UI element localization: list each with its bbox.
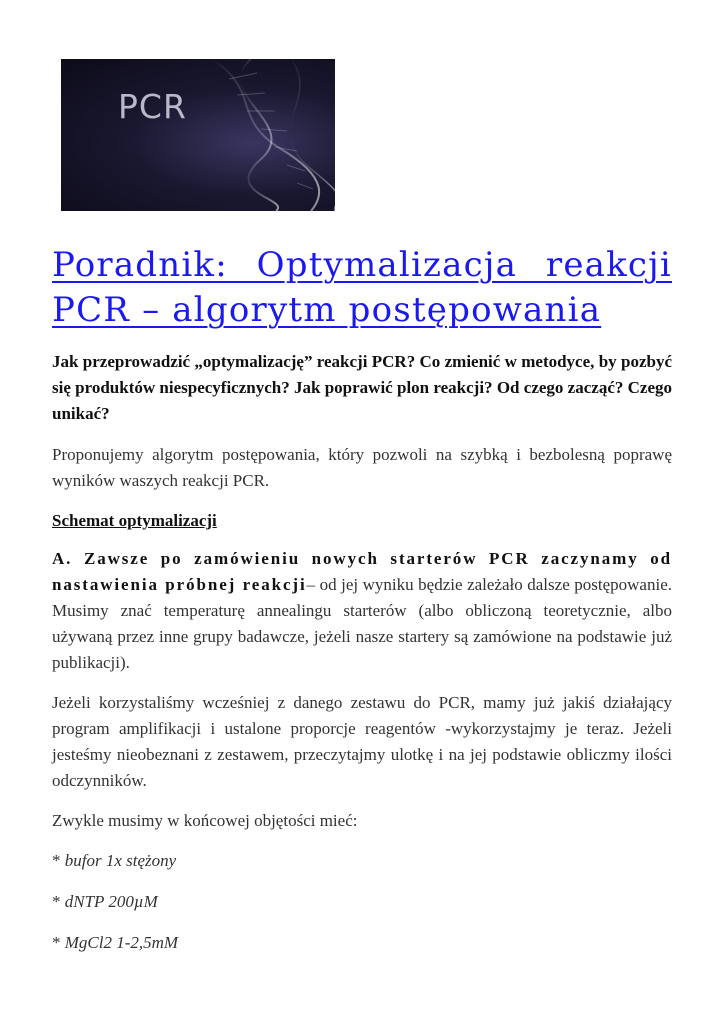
step-a-paragraph (52, 546, 672, 676)
list-item-bullet: * (52, 892, 65, 911)
step-a-bold: A. Zawsze po zamówieniu nowych starterów PCR zaczynamy od nastawienia próbnej reakcji (52, 549, 672, 594)
final-volume-paragraph: Zwykle musimy w końcowej objętości mieć: (52, 811, 358, 830)
list-item (52, 930, 672, 956)
article-title-link[interactable]: Poradnik: Optymalizacja reakcji PCR – algorytm postępowania (52, 245, 672, 330)
step-a-text: – od jej wyniku będzie zależało dalsze postępowanie. Musimy znać temperaturę annealingu starterów (albo obliczoną teoretycznie, albo używaną przez inne grupy badawcze, jeżeli nasze startery są zamówione na podstawie już publikacji). (52, 575, 672, 672)
article-intro: Proponujemy algorytm postępowania, który pozwoli na szybką i bezbolesną poprawę wyników waszych reakcji PCR. (52, 445, 672, 490)
hero-label: PCR (118, 87, 187, 126)
article-lead: Jak przeprowadzić „optymalizację” reakcji PCR? Co zmienić w metodyce, by pozbyć się produktów niespecyficznych? Jak poprawić plon reakcji? Od czego zacząć? Czego unikać? (52, 352, 672, 423)
list-item-text: MgCl2 1-2,5mM (64, 933, 179, 952)
kit-paragraph: Jeżeli korzystaliśmy wcześniej z danego zestawu do PCR, mamy już jakiś działający program amplifikacji i ustalone proporcje reagentów -wykorzystajmy je teraz. Jeżeli jesteśmy nieobeznani z zestawem, przeczytajmy ulotkę i na jej podstawie obliczmy ilości odczynników. (52, 693, 672, 790)
section-heading: Schemat optymalizacji (52, 511, 217, 530)
list-item (52, 848, 672, 874)
list-item-bullet: * (52, 933, 65, 952)
dna-helix-icon (61, 59, 335, 211)
list-item-bullet: * (52, 851, 65, 870)
list-item (52, 889, 672, 915)
list-item-text: dNTP 200µM (64, 892, 158, 911)
hero-image (61, 59, 335, 211)
article-title (52, 243, 672, 333)
list-item-text: bufor 1x stężony (64, 851, 177, 870)
article (52, 243, 672, 971)
